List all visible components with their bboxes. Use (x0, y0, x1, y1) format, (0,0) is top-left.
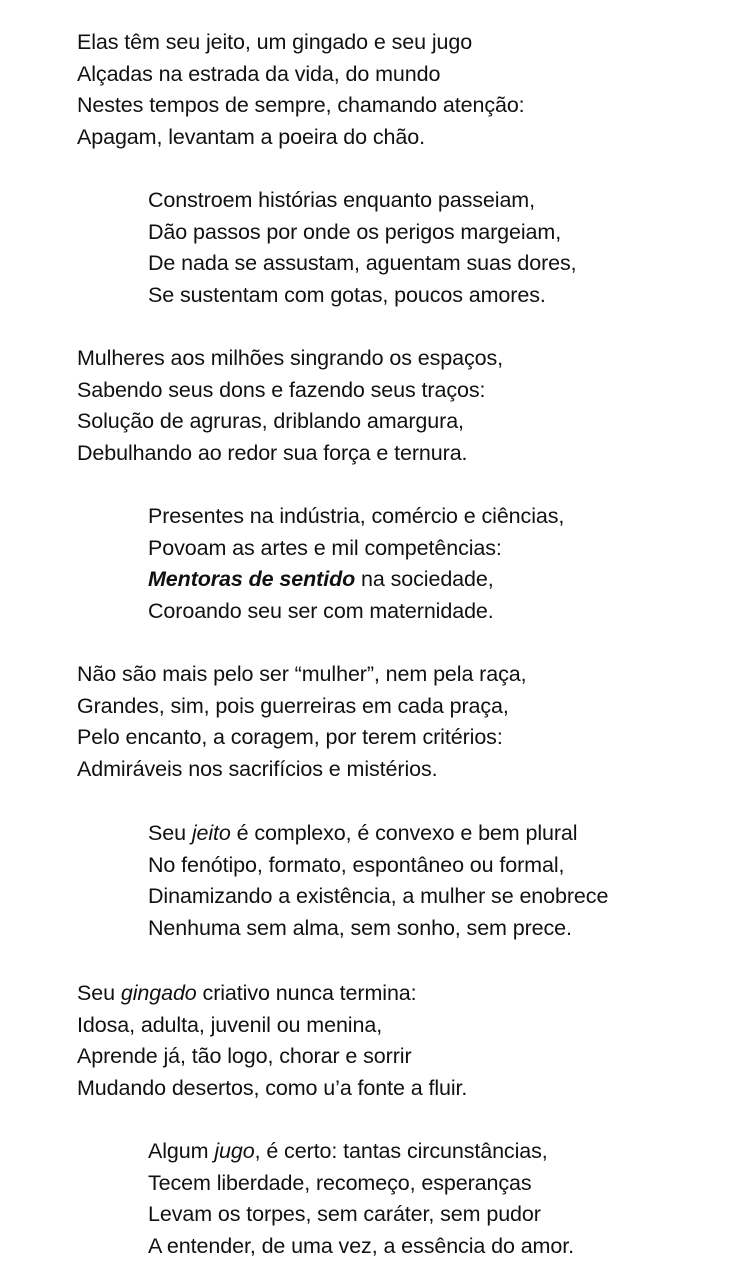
line-rest: criativo nunca termina: (196, 981, 417, 1005)
stanza-7 (77, 978, 467, 1104)
poem-line: Admiráveis nos sacrifícios e mistérios. (77, 756, 438, 781)
poem-line: Apagam, levantam a poeira do chão. (77, 124, 425, 149)
line-pre: Algum (148, 1139, 215, 1163)
stanza-4 (148, 501, 564, 627)
poem-line: Nestes tempos de sempre, chamando atenção: (77, 93, 525, 118)
poem-line: Sabendo seus dons e fazendo seus traços: (77, 377, 486, 402)
bold-italic-phrase: Mentoras de sentido (148, 567, 356, 592)
poem-line-emphasis (148, 564, 564, 596)
line-rest: é complexo, é convexo e bem plural (230, 821, 578, 845)
line-rest: , é certo: tantas circunstâncias, (254, 1139, 548, 1163)
poem-line: No fenótipo, formato, espontâneo ou formal, (148, 852, 565, 877)
poem-line: Grandes, sim, pois guerreiras em cada praça, (77, 693, 509, 718)
italic-word: jugo (214, 1139, 255, 1163)
poem-line-italic (77, 978, 467, 1010)
poem-line: Mudando desertos, como u’a fonte a fluir. (77, 1075, 468, 1100)
line-pre: Seu (148, 821, 192, 845)
poem-line: Dinamizando a existência, a mulher se enobrece (148, 884, 609, 909)
poem-line: Mulheres aos milhões singrando os espaços, (77, 346, 504, 370)
poem-line: Coroando seu ser com maternidade. (148, 598, 494, 623)
poem-line: Constroem histórias enquanto passeiam, (148, 188, 535, 212)
stanza-1 (77, 27, 525, 153)
poem-line-italic (148, 1136, 574, 1168)
poem-line: Solução de agruras, driblando amargura, (77, 409, 464, 434)
poem-line: A entender, de uma vez, a essência do amor. (148, 1233, 574, 1258)
poem-line: Dão passos por onde os perigos margeiam, (148, 219, 562, 244)
line-rest: na sociedade, (355, 567, 494, 592)
italic-word: gingado (120, 981, 197, 1005)
line-pre: Seu (77, 981, 121, 1005)
poem-line: Alçadas na estrada da vida, do mundo (77, 61, 441, 86)
italic-word: jeito (191, 821, 231, 845)
poem-line: Elas têm seu jeito, um gingado e seu jugo (77, 30, 473, 54)
poem-line: Não são mais pelo ser “mulher”, nem pela raça, (77, 662, 527, 686)
poem-line: Pelo encanto, a coragem, por terem critérios: (77, 725, 503, 750)
poem-line: De nada se assustam, aguentam suas dores, (148, 251, 577, 276)
poem-line: Levam os torpes, sem caráter, sem pudor (148, 1202, 541, 1227)
poem-line: Aprende já, tão logo, chorar e sorrir (77, 1044, 412, 1069)
poem-line: Idosa, adulta, juvenil ou menina, (77, 1012, 383, 1037)
stanza-2 (148, 185, 577, 311)
poem-line: Povoam as artes e mil competências: (148, 535, 502, 560)
stanza-8 (148, 1136, 574, 1262)
poem-line: Debulhando ao redor sua força e ternura. (77, 440, 468, 465)
poem-line: Tecem liberdade, recomeço, esperanças (148, 1170, 532, 1195)
poem-line: Presentes na indústria, comércio e ciências, (148, 504, 565, 528)
poem-line-italic (148, 818, 608, 850)
stanza-5 (77, 659, 526, 785)
stanza-3 (77, 343, 503, 469)
stanza-6 (148, 818, 608, 944)
poem-line: Se sustentam com gotas, poucos amores. (148, 282, 546, 307)
poem-line: Nenhuma sem alma, sem sonho, sem prece. (148, 915, 572, 940)
